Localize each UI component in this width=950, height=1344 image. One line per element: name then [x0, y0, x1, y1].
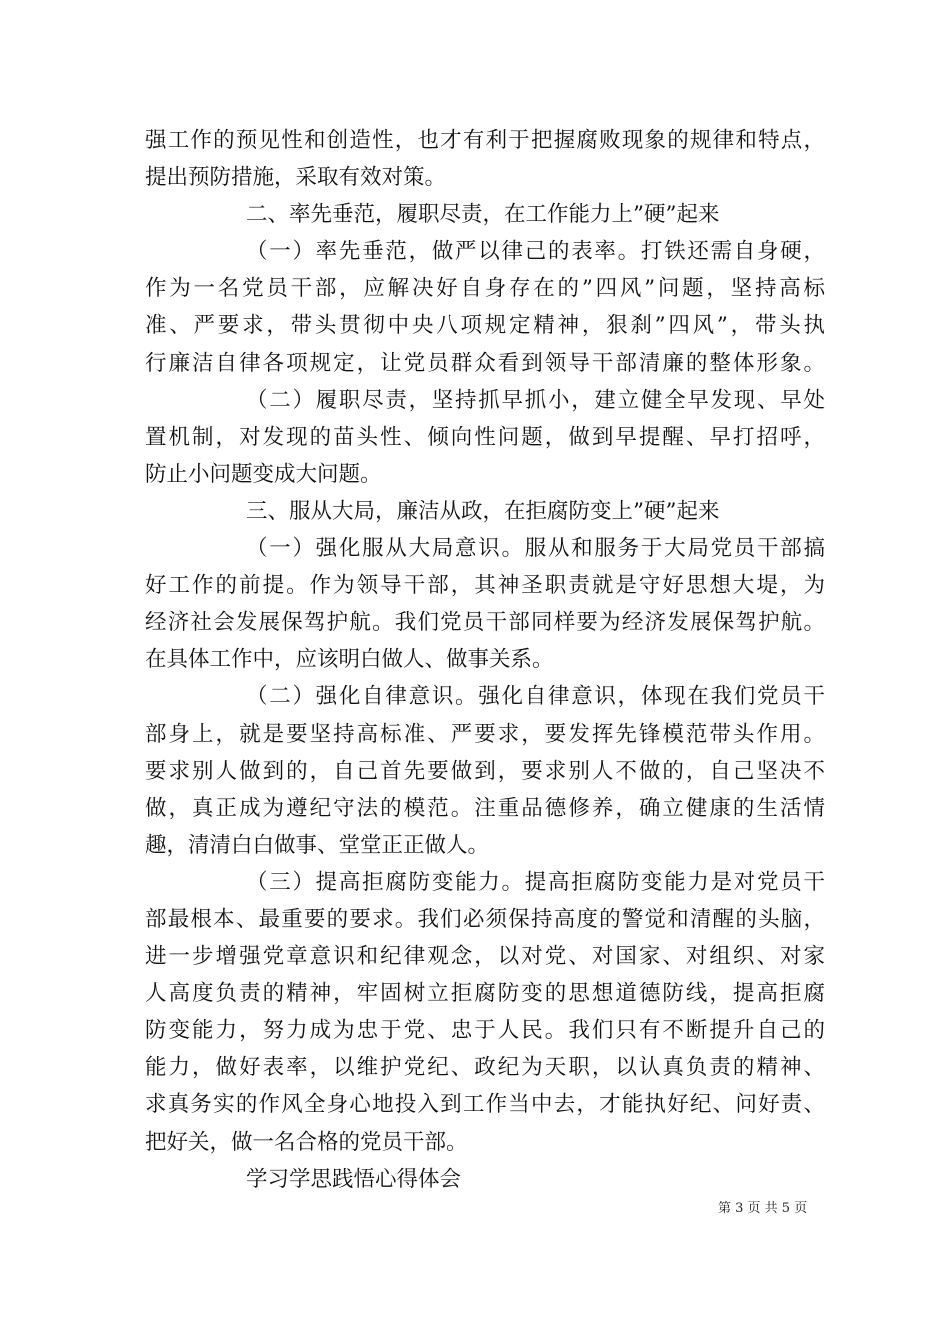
- paragraph-line: （三）提高拒腐防变能力。提高拒腐防变能力是对党员干: [246, 869, 825, 895]
- paragraph-line: （二）履职尽责，坚持抓早抓小，建立健全早发现、早处: [246, 387, 825, 413]
- paragraph-line: 把好关，做一名合格的党员干部。: [145, 1129, 468, 1155]
- paragraph-line: （二）强化自律意识。强化自律意识，体现在我们党员干: [246, 684, 825, 710]
- paragraph-line: 进一步增强党章意识和纪律观念，以对党、对国家、对组织、对家: [145, 944, 825, 970]
- document-body: [145, 122, 825, 1198]
- paragraph-line: 部身上，就是要坚持高标准、严要求，要发挥先锋模范带头作用。: [145, 721, 825, 747]
- paragraph-line: 要求别人做到的，自己首先要做到，要求别人不做的，自己坚决不: [145, 758, 825, 784]
- paragraph-line: 经济社会发展保驾护航。我们党员干部同样要为经济发展保驾护航。: [145, 610, 825, 636]
- paragraph-line: 好工作的前提。作为领导干部，其神圣职责就是守好思想大堤，为: [145, 573, 825, 599]
- paragraph-line: （一）强化服从大局意识。服从和服务于大局党员干部搞: [246, 536, 825, 562]
- paragraph-line: 能力，做好表率，以维护党纪、政纪为天职，以认真负责的精神、: [145, 1055, 825, 1081]
- paragraph-line: 在具体工作中，应该明白做人、做事关系。: [145, 647, 554, 673]
- paragraph-line: （一）率先垂范，做严以律己的表率。打铁还需自身硬，: [246, 239, 825, 265]
- section-heading: 二、率先垂范，履职尽责，在工作能力上”硬”起来: [246, 202, 720, 228]
- paragraph-line: 防变能力，努力成为忠于党、忠于人民。我们只有不断提升自己的: [145, 1018, 825, 1044]
- paragraph-line: 做，真正成为遵纪守法的模范。注重品德修养，确立健康的生活情: [145, 795, 825, 821]
- paragraph-line: 置机制，对发现的苗头性、倾向性问题，做到早提醒、早打招呼，: [145, 424, 825, 450]
- paragraph-line: 准、严要求，带头贯彻中央八项规定精神，狠刹”四风”，带头执: [145, 313, 825, 339]
- paragraph-line: 部最根本、最重要的要求。我们必须保持高度的警觉和清醒的头脑，: [145, 906, 825, 932]
- page-number: 第 3 页 共 5 页: [718, 1201, 808, 1216]
- paragraph-line: 求真务实的作风全身心地投入到工作当中去，才能执好纪、问好责、: [145, 1092, 825, 1118]
- paragraph-line: 人高度负责的精神，牢固树立拒腐防变的思想道德防线，提高拒腐: [145, 981, 825, 1007]
- paragraph-line: 趣，清清白白做事、堂堂正正做人。: [145, 832, 490, 858]
- paragraph-line: 行廉洁自律各项规定，让党员群众看到领导干部清廉的整体形象。: [145, 350, 825, 376]
- section-heading: 三、服从大局，廉洁从政，在拒腐防变上”硬”起来: [246, 498, 720, 524]
- paragraph-line: 强工作的预见性和创造性，也才有利于把握腐败现象的规律和特点，: [145, 128, 825, 153]
- paragraph-line: 作为一名党员干部，应解决好自身存在的”四风”问题，坚持高标: [145, 276, 825, 302]
- paragraph-line: 提出预防措施，采取有效对策。: [145, 165, 447, 191]
- paragraph-line: 防止小问题变成大问题。: [145, 461, 382, 487]
- section-title: 学习学思践悟心得体会: [246, 1166, 462, 1192]
